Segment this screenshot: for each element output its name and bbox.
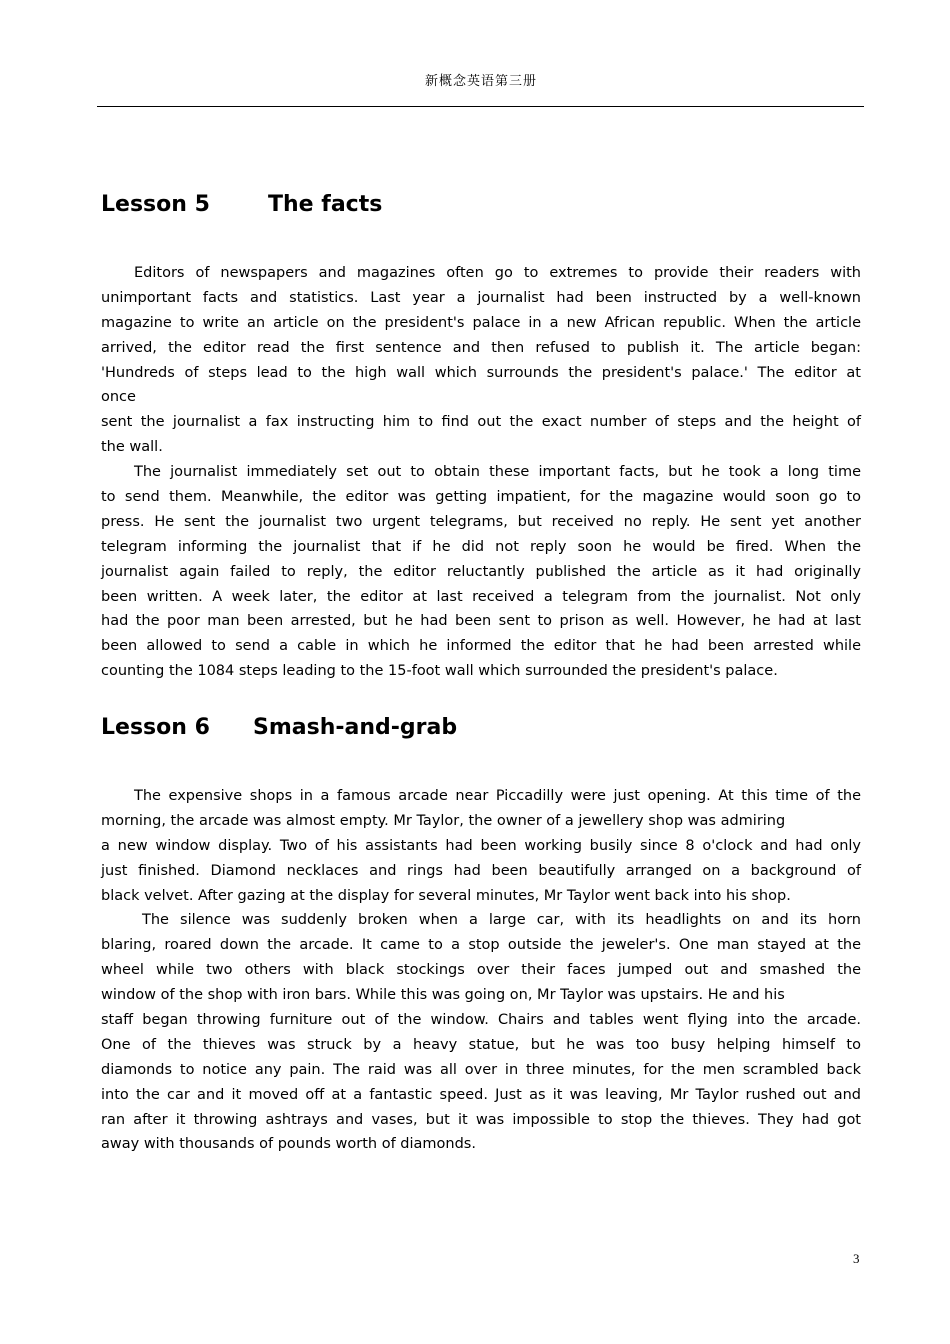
text-line: The silence was suddenly broken when a large car, with its headlights on and its horn (142, 912, 861, 929)
text-line: ran after it throwing ashtrays and vases, but it was impossible to stop the thieves. They had got (101, 1111, 861, 1128)
text-line: been written. A week later, the editor at last received a telegram from the journalist. Not only (101, 588, 861, 605)
text-line: The journalist immediately set out to obtain these important facts, but he took a long time (134, 464, 861, 481)
text-line: a new window display. Two of his assistants had been working busily since 8 o'clock and had only (101, 837, 861, 854)
text-line: morning, the arcade was almost empty. Mr Taylor, the owner of a jewellery shop was admiring (101, 812, 786, 829)
text-line: blaring, roared down the arcade. It came to a stop outside the jeweler's. One man stayed at the (101, 937, 861, 954)
text-line: just finished. Diamond necklaces and rings had been beautifully arranged on a background of (101, 862, 861, 879)
lesson-6-heading (101, 715, 457, 741)
text-line: One of the thieves was struck by a heavy statue, but he was too busy helping himself to (101, 1036, 861, 1053)
text-line: 'Hundreds of steps lead to the high wall which surrounds the president's palace.' The editor at (101, 364, 861, 381)
text-line: journalist again failed to reply, the editor reluctantly published the article as it had originally (101, 563, 861, 580)
text-line: window of the shop with iron bars. While this was going on, Mr Taylor was upstairs. He and his (101, 987, 785, 1004)
header-divider (97, 106, 864, 107)
lesson-number: Lesson 5 (101, 192, 210, 217)
lesson-6-passage (101, 784, 861, 1157)
text-line: staff began throwing furniture out of the window. Chairs and tables went flying into the arcade. (101, 1012, 861, 1029)
running-header: 新概念英语第三册 (424, 74, 537, 89)
text-line: magazine to write an article on the president's palace in a new African republic. When the article (101, 314, 861, 331)
lesson-number: Lesson 6 (101, 715, 210, 740)
page-number: 3 (853, 1251, 860, 1266)
lesson-title: The facts (268, 192, 383, 217)
text-line: black velvet. After gazing at the display for several minutes, Mr Taylor went back into his shop. (101, 887, 791, 904)
text-line: arrived, the editor read the first sentence and then refused to publish it. The article began: (101, 339, 861, 356)
text-line: press. He sent the journalist two urgent telegrams, but received no reply. He sent yet another (101, 513, 861, 530)
lesson-title: Smash-and-grab (253, 715, 458, 740)
text-line: been allowed to send a cable in which he informed the editor that he had been arrested while (101, 638, 861, 655)
text-line: counting the 1084 steps leading to the 15-foot wall which surrounded the president's palace. (101, 663, 778, 680)
lesson-5-heading (101, 192, 382, 218)
text-line: had the poor man been arrested, but he had been sent to prison as well. However, he had at last (101, 613, 861, 630)
text-line: away with thousands of pounds worth of diamonds. (101, 1136, 476, 1153)
text-line: unimportant facts and statistics. Last year a journalist had been instructed by a well-known (101, 289, 861, 306)
text-line: diamonds to notice any pain. The raid was all over in three minutes, for the men scrambled back (101, 1061, 861, 1078)
text-line: to send them. Meanwhile, the editor was getting impatient, for the magazine would soon go to (101, 489, 861, 506)
lesson-5-passage (101, 261, 861, 684)
text-line: sent the journalist a fax instructing him to find out the exact number of steps and the height of (101, 414, 861, 431)
text-line: wheel while two others with black stockings over their faces jumped out and smashed the (101, 962, 861, 979)
text-line: telegram informing the journalist that if he did not reply soon he would be fired. When the (101, 538, 861, 555)
text-line: The expensive shops in a famous arcade near Piccadilly were just opening. At this time of the (134, 788, 861, 804)
text-line: the wall. (101, 439, 163, 456)
text-line: Editors of newspapers and magazines often go to extremes to provide their readers with (134, 265, 861, 281)
text-line: into the car and it moved off at a fantastic speed. Just as it was leaving, Mr Taylor rushed out and (101, 1086, 861, 1103)
text-line: once (101, 389, 136, 406)
